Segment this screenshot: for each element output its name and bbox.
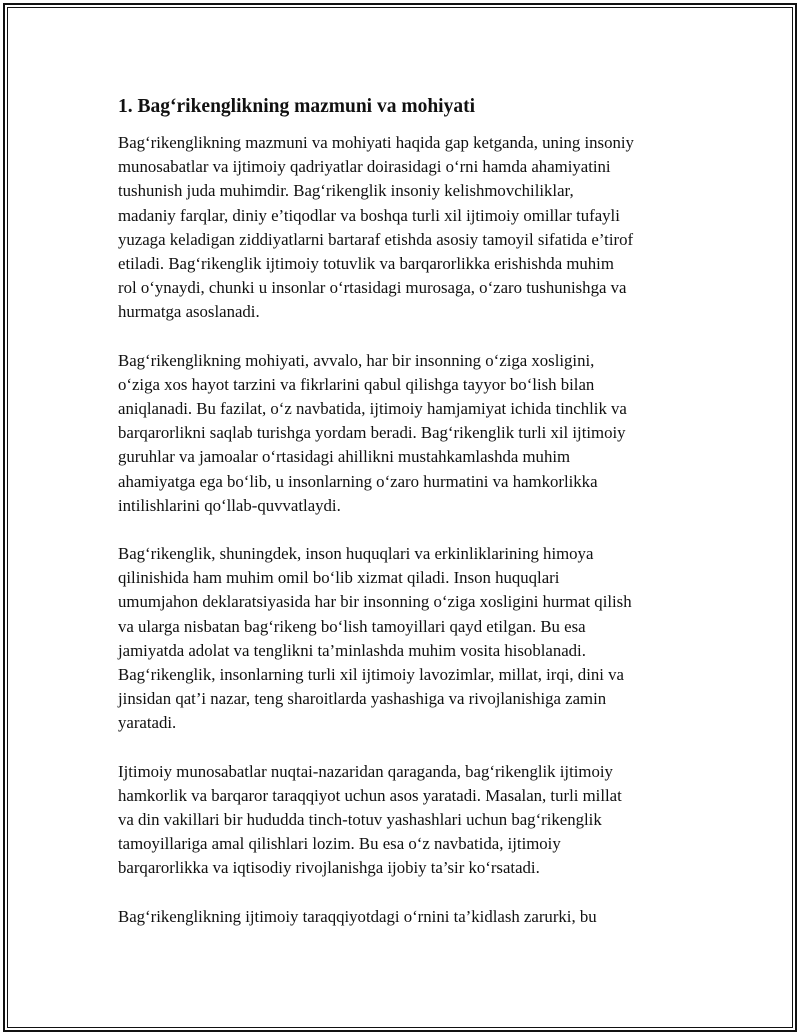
- text-line: rol o‘ynaydi, chunki u insonlar o‘rtasidagi murosaga, o‘zaro tushunishga va: [118, 278, 627, 298]
- text-line: yuzaga keladigan ziddiyatlarni bartaraf etishda asosiy tamoyil sifatida e’tirof: [118, 229, 634, 249]
- text-line: aniqlanadi. Bu fazilat, o‘z navbatida, ijtimoiy hamjamiyat ichida tinchlik va: [118, 399, 627, 419]
- text-line: hurmatga asoslanadi.: [118, 302, 260, 322]
- text-line: Bag‘rikenglikning ijtimoiy taraqqiyotdagi o‘rnini ta’kidlash zarurki, bu: [118, 906, 597, 926]
- text-line: Bag‘rikenglikning mazmuni va mohiyati haqida gap ketganda, uning insoniy: [118, 133, 634, 152]
- text-line: va ularga nisbatan bag‘rikeng bo‘lish tamoyillari qayd etilgan. Bu esa: [118, 616, 586, 636]
- text-line: intilishlarini qo‘llab-quvvatlaydi.: [118, 495, 341, 515]
- text-line: Bag‘rikenglikning mohiyati, avvalo, har bir insonning o‘ziga xosligini,: [118, 350, 595, 370]
- text-line: madaniy farqlar, diniy e’tiqodlar va boshqa turli xil ijtimoiy omillar tufayli: [118, 205, 620, 225]
- text-line: jamiyatda adolat va tenglikni ta’minlashda muhim vosita hisoblanadi.: [118, 640, 586, 660]
- text-line: umumjahon deklaratsiyasida har bir insonning o‘ziga xosligini hurmat qilish: [118, 592, 632, 612]
- text-line: hamkorlik va barqaror taraqqiyot uchun asos yaratadi. Masalan, turli millat: [118, 785, 622, 805]
- text-line: barqarorlikka va iqtisodiy rivojlanishga ijobiy ta’sir ko‘rsatadi.: [118, 858, 540, 878]
- text-line: barqarorlikni saqlab turishga yordam beradi. Bag‘rikenglik turli xil ijtimoiy: [118, 423, 626, 443]
- text-line: Ijtimoiy munosabatlar nuqtai-nazaridan qaraganda, bag‘rikenglik ijtimoiy: [118, 761, 613, 781]
- text-line: guruhlar va jamoalar o‘rtasidagi ahillikni mustahkamlashda muhim: [118, 447, 571, 467]
- paragraph-1: [118, 131, 690, 325]
- paragraph-3: [118, 542, 690, 736]
- document-body: [118, 93, 690, 953]
- paragraph-5: [118, 905, 690, 929]
- text-line: qilinishida ham muhim omil bo‘lib xizmat qiladi. Inson huquqlari: [118, 568, 560, 588]
- text-line: va din vakillari bir hududda tinch-totuv yashashlari uchun bag‘rikenglik: [118, 810, 602, 830]
- text-line: jinsidan qat’i nazar, teng sharoitlarda yashashiga va rivojlanishiga zamin: [118, 689, 607, 709]
- text-line: tushunish juda muhimdir. Bag‘rikenglik insoniy kelishmovchiliklar,: [118, 181, 574, 201]
- text-line: o‘ziga xos hayot tarzini va fikrlarini qabul qilishga tayyor bo‘lish bilan: [118, 374, 595, 394]
- section-heading: 1. Bag‘rikenglikning mazmuni va mohiyati: [118, 96, 475, 117]
- text-line: Bag‘rikenglik, insonlarning turli xil ijtimoiy lavozimlar, millat, irqi, dini va: [118, 665, 624, 685]
- text-line: tamoyillariga amal qilishlari lozim. Bu esa o‘z navbatida, ijtimoiy: [118, 834, 561, 854]
- text-line: etiladi. Bag‘rikenglik ijtimoiy totuvlik va barqarorlikka erishishda muhim: [118, 254, 614, 274]
- text-line: ahamiyatga ega bo‘lib, u insonlarning o‘zaro hurmatini va hamkorlikka: [118, 471, 598, 491]
- paragraph-2: [118, 349, 690, 518]
- text-line: Bag‘rikenglik, shuningdek, inson huquqlari va erkinliklarining himoya: [118, 544, 594, 564]
- paragraph-4: [118, 760, 690, 881]
- text-line: munosabatlar va ijtimoiy qadriyatlar doirasidagi o‘rni hamda ahamiyatini: [118, 157, 611, 177]
- text-line: yaratadi.: [118, 713, 177, 733]
